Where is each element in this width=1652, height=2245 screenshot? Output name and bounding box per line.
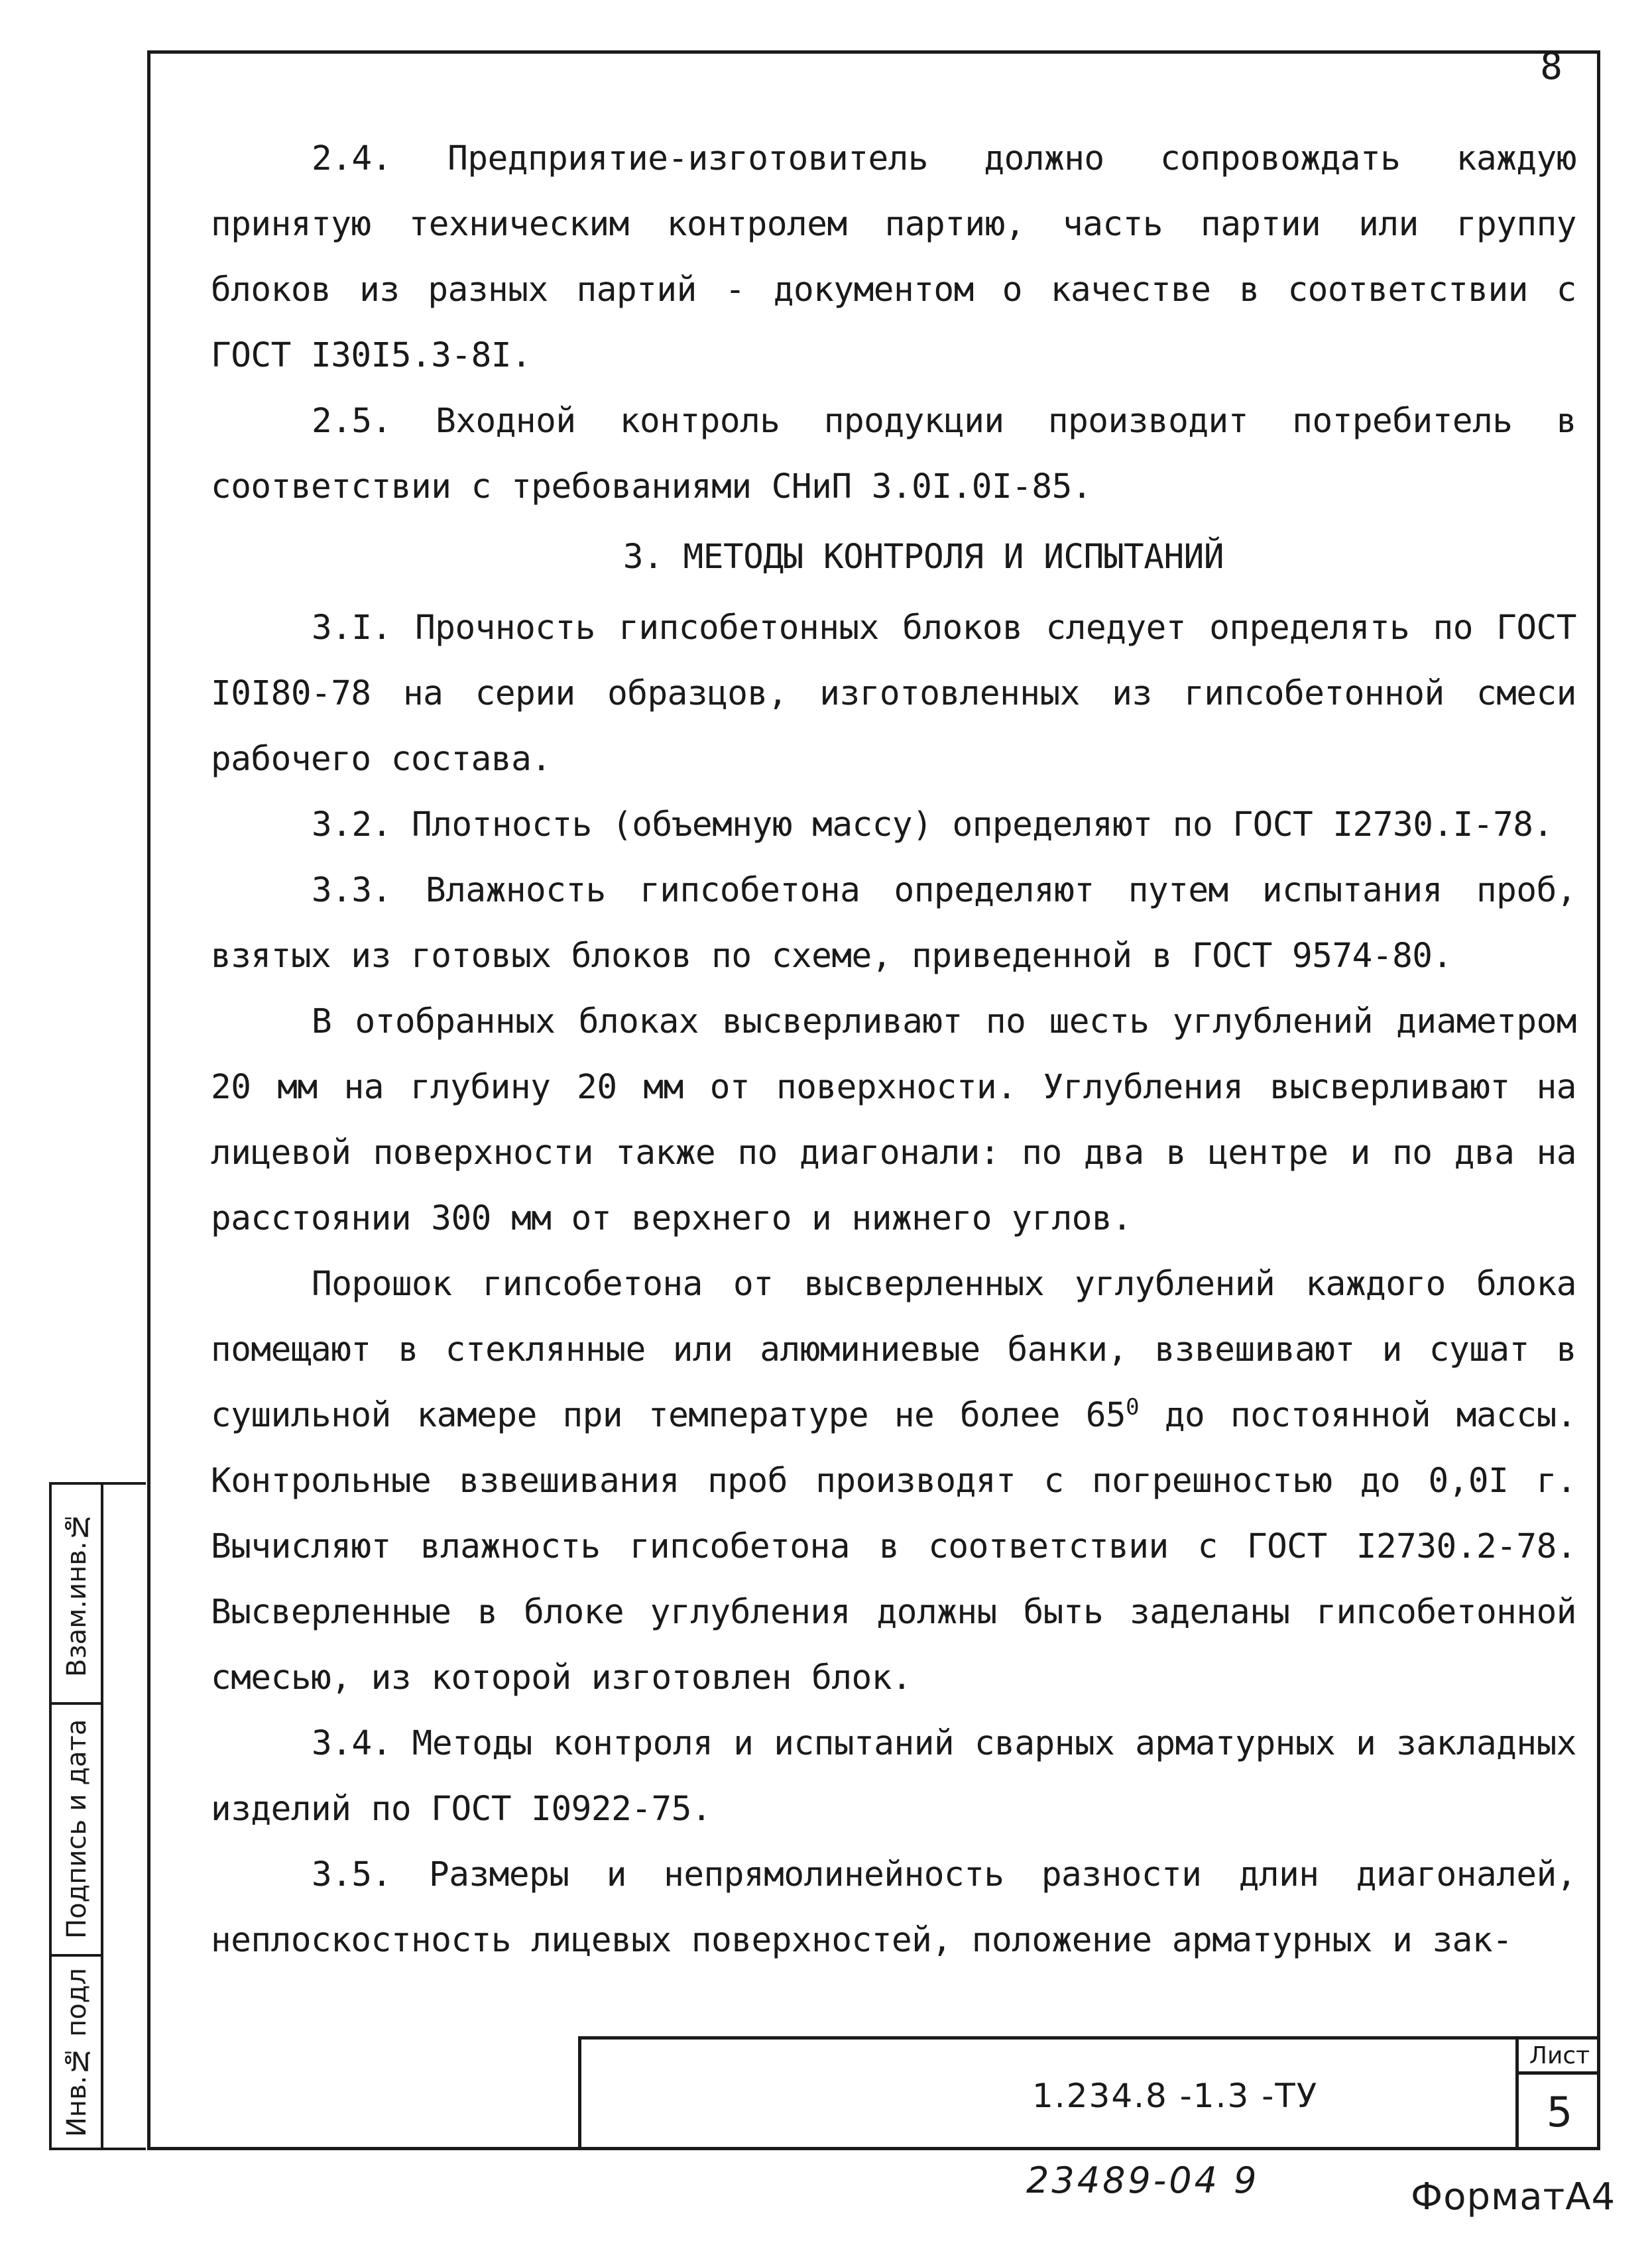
title-block [578, 2036, 1600, 2150]
section-heading: 3. МЕТОДЫ КОНТРОЛЯ И ИСПЫТАНИЙ [622, 538, 1224, 577]
stamp-row-line [52, 1954, 101, 1957]
paragraph-3-1: 3.I. Прочность гипсобетонных блоков следует определять по ГОСТ I0I80-78 на серии образцов, изготовленных из гипсобетонной смеси рабочего состава. [211, 608, 1576, 779]
document-code: 1.234.8 -1.3 -ТУ [1032, 2077, 1319, 2115]
paragraph-3-5: 3.5. Размеры и непрямолинейность разности длин диагоналей, неплоскостность лицевых поверхностей, положение арматурных и зак- [211, 1855, 1576, 1960]
paragraph-3-4: 3.4. Методы контроля и испытаний сварных арматурных и закладных изделий по ГОСТ I0922-75. [211, 1724, 1576, 1829]
sheet-label: Лист [1519, 2040, 1600, 2075]
paragraph-3-3: 3.3. Влажность гипсобетона определяют путем испытания проб, взятых из готовых блоков по схеме, приведенной в ГОСТ 9574-80. [211, 871, 1576, 976]
paragraph-2-4: 2.4. Предприятие-изготовитель должно сопровождать каждую принятую техническим контролем партию, часть партии или группу блоков из разных партий - документом о качестве в соответствии с ГОСТ I30I5.3-8I. [211, 139, 1576, 375]
handwritten-code: 23489-04 9 [1026, 2159, 1260, 2201]
paragraph-drilling: В отобранных блоках высверливают по шесть углублений диаметром 20 мм на глубину 20 мм от поверхности. Углубления высверливают на лицевой поверхности также по диагонали: по два в центре и по два на расстоянии 300 мм от верхнего и нижнего углов. [211, 1002, 1576, 1238]
document-body [211, 126, 1576, 1973]
degree-superscript: 0 [1126, 1394, 1140, 1420]
stamp-replaced-inv: Взам.инв.№ [62, 1511, 92, 1678]
stamp-inv-original: Инв.№ подл [62, 1968, 92, 2138]
sheet-number: 5 [1546, 2087, 1573, 2136]
format-label: ФорматА4 [1411, 2175, 1616, 2218]
paragraph-2-5: 2.5. Входной контроль продукции производит потребитель в соответствии с требованиями СНиП 3.0I.0I-85. [211, 402, 1576, 506]
paragraph-powder [211, 1251, 1576, 1711]
stamp-row-line [52, 1702, 101, 1705]
powder-text-before: Порошок гипсобетона от высверленных углублений каждого блока помещают в стеклянные или алюминиевые банки, взвешивают и сушат в сушильной камере при температуре не более 65 [211, 1265, 1576, 1435]
margin-stamp [49, 1482, 146, 2150]
corner-page-mark: 8 [1540, 45, 1563, 88]
stamp-signature-date: Подпись и дата [62, 1719, 92, 1939]
stamp-divider [101, 1485, 103, 2148]
powder-text-after: до постоянной массы. Контрольные взвешивания проб производят с погрешностью до 0,0I г. Вычисляют влажность гипсобетона в соответствии с ГОСТ I2730.2-78. Высверленные в блоке углубления должны быть заделаны гипсобетонной смесью, из которой изготовлен блок. [211, 1396, 1576, 1698]
sheet-cell [1515, 2040, 1600, 2150]
paragraph-3-2: 3.2. Плотность (объемную массу) определяют по ГОСТ I2730.I-78. [312, 805, 1553, 844]
